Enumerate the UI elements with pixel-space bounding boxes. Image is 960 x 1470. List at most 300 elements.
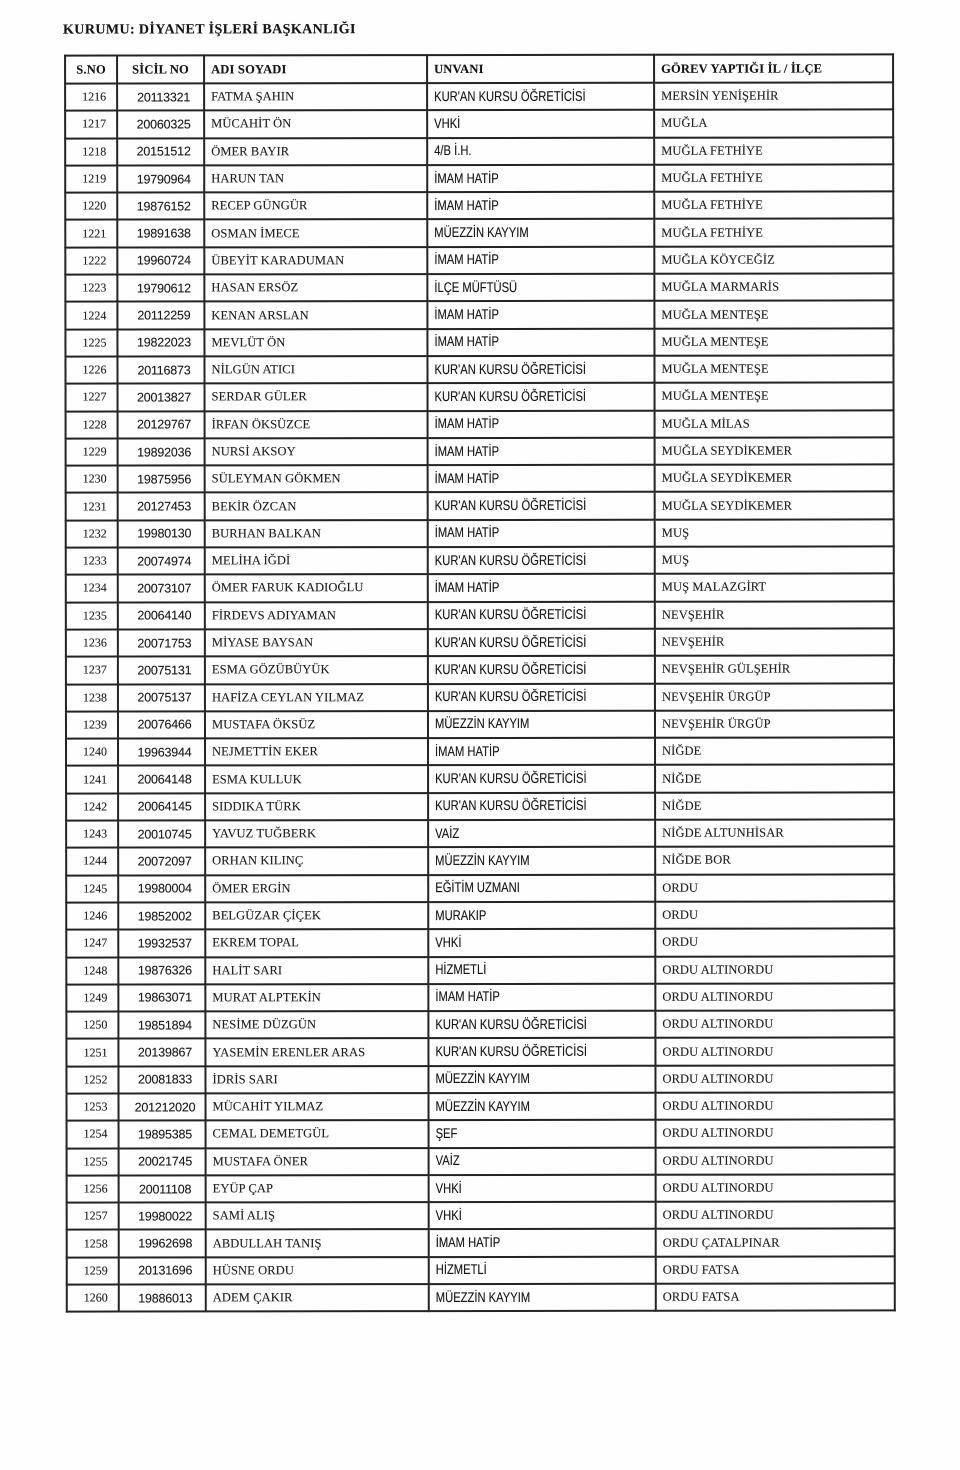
table-row bbox=[65, 164, 893, 192]
cell-title bbox=[428, 874, 655, 902]
cell-location: NİĞDE ALTUNHİSAR bbox=[655, 819, 894, 847]
cell-title-text: MÜEZZİN KAYYIM bbox=[435, 1288, 531, 1305]
table-row bbox=[66, 1065, 894, 1093]
column-header-sicil-no: SİCİL NO bbox=[117, 55, 204, 83]
table-row bbox=[67, 1120, 895, 1148]
cell-title bbox=[428, 465, 655, 493]
cell-name: ABDULLAH TANIŞ bbox=[206, 1230, 429, 1258]
table-row bbox=[67, 1256, 895, 1284]
cell-location: ORDU bbox=[655, 874, 894, 902]
cell-sicil-no: 20013827 bbox=[118, 384, 205, 411]
cell-name: ESMA GÖZÜBÜYÜK bbox=[205, 656, 428, 684]
table-row bbox=[66, 492, 894, 520]
cell-sno: 1224 bbox=[65, 302, 117, 329]
cell-title bbox=[429, 1229, 656, 1257]
cell-title-text: KUR'AN KURSU ÖĞRETİCİSİ bbox=[435, 1015, 587, 1032]
cell-title-text: VAİZ bbox=[435, 824, 460, 841]
cell-name: MELİHA İĞDİ bbox=[205, 547, 428, 575]
cell-location: NİĞDE bbox=[655, 738, 894, 766]
cell-title bbox=[428, 1065, 655, 1093]
cell-title-text: 4/B İ.H. bbox=[434, 142, 472, 159]
cell-sicil-no: 20011108 bbox=[119, 1175, 206, 1202]
cell-location: MUĞLA KÖYCEĞİZ bbox=[654, 246, 893, 274]
cell-title-text: MÜEZZİN KAYYIM bbox=[435, 1097, 530, 1114]
cell-sicil-no: 20131696 bbox=[119, 1257, 206, 1284]
cell-title bbox=[428, 1093, 655, 1121]
cell-sno: 1236 bbox=[66, 629, 118, 656]
cell-title-text: İMAM HATİP bbox=[435, 1234, 501, 1251]
cell-title bbox=[428, 792, 655, 820]
cell-sno: 1233 bbox=[66, 548, 118, 575]
cell-name: YAVUZ TUĞBERK bbox=[205, 820, 428, 848]
cell-sno: 1242 bbox=[66, 793, 118, 820]
cell-title bbox=[428, 984, 655, 1012]
cell-title-text: KUR'AN KURSU ÖĞRETİCİSİ bbox=[434, 551, 587, 568]
cell-sicil-no: 20073107 bbox=[118, 575, 205, 602]
cell-title-text: İMAM HATİP bbox=[434, 415, 500, 432]
cell-name: FİRDEVS ADIYAMAN bbox=[205, 602, 428, 630]
cell-name: SIDDIKA TÜRK bbox=[205, 793, 428, 821]
column-header-gorev-il-ilce: GÖREV YAPTIĞI İL / İLÇE bbox=[654, 54, 893, 82]
cell-sicil-no: 19892036 bbox=[118, 438, 205, 465]
cell-sicil-no: 19886013 bbox=[119, 1284, 206, 1311]
table-row bbox=[65, 328, 893, 356]
cell-location: ORDU ALTINORDU bbox=[656, 1147, 895, 1175]
cell-location: ORDU bbox=[655, 929, 894, 957]
table-row bbox=[65, 246, 893, 274]
cell-sicil-no: 20151512 bbox=[117, 138, 204, 165]
cell-location: MUĞLA FETHİYE bbox=[654, 137, 893, 165]
table-row bbox=[65, 301, 893, 329]
cell-title bbox=[428, 629, 655, 657]
cell-title-text: VHKİ bbox=[435, 1179, 462, 1196]
cell-sno: 1252 bbox=[66, 1066, 118, 1093]
cell-title-text: ŞEF bbox=[435, 1124, 458, 1141]
cell-sicil-no: 19960724 bbox=[117, 247, 204, 274]
cell-name: YASEMİN ERENLER ARAS bbox=[205, 1038, 428, 1066]
cell-sicil-no: 19822023 bbox=[117, 329, 204, 356]
cell-title-text: MURAKIP bbox=[435, 906, 487, 923]
cell-location: NİĞDE BOR bbox=[655, 847, 894, 875]
cell-title-text: EĞİTİM UZMANI bbox=[435, 879, 520, 896]
cell-title bbox=[428, 438, 655, 466]
cell-sno: 1223 bbox=[65, 275, 117, 302]
cell-sno: 1251 bbox=[66, 1039, 118, 1066]
table-row bbox=[65, 274, 893, 302]
cell-title bbox=[427, 137, 654, 165]
cell-sicil-no: 20064140 bbox=[118, 602, 205, 629]
cell-title-text: KUR'AN KURSU ÖĞRETİCİSİ bbox=[434, 87, 586, 104]
cell-title bbox=[427, 110, 654, 138]
cell-sno: 1250 bbox=[66, 1012, 118, 1039]
cell-sicil-no: 19876326 bbox=[118, 957, 205, 984]
table-row bbox=[66, 792, 894, 820]
cell-location: NİĞDE bbox=[655, 765, 894, 793]
cell-location: MUĞLA MENTEŞE bbox=[654, 301, 893, 329]
cell-name: FATMA ŞAHIN bbox=[204, 83, 427, 111]
cell-sicil-no: 19980004 bbox=[118, 875, 205, 902]
cell-title bbox=[428, 711, 655, 739]
cell-sicil-no: 19962698 bbox=[119, 1230, 206, 1257]
cell-title bbox=[427, 219, 654, 247]
cell-sicil-no: 19852002 bbox=[118, 902, 205, 929]
cell-title-text: KUR'AN KURSU ÖĞRETİCİSİ bbox=[434, 688, 587, 705]
table-row bbox=[66, 410, 894, 438]
cell-sicil-no: 19790612 bbox=[117, 274, 204, 301]
cell-sicil-no: 19963944 bbox=[118, 739, 205, 766]
cell-location: MUĞLA FETHİYE bbox=[654, 192, 893, 220]
cell-name: MUSTAFA ÖKSÜZ bbox=[205, 711, 428, 739]
cell-title-text: VHKİ bbox=[435, 933, 462, 950]
cell-sno: 1217 bbox=[65, 111, 117, 138]
cell-name: OSMAN İMECE bbox=[204, 220, 427, 248]
table-row bbox=[66, 847, 894, 875]
cell-sno: 1228 bbox=[66, 411, 118, 438]
cell-sno: 1220 bbox=[65, 193, 117, 220]
cell-title bbox=[427, 83, 654, 111]
table-row bbox=[66, 738, 894, 766]
cell-sno: 1229 bbox=[66, 438, 118, 465]
cell-name: EYÜP ÇAP bbox=[206, 1175, 429, 1203]
cell-title-text: KUR'AN KURSU ÖĞRETİCİSİ bbox=[435, 797, 587, 814]
column-header-sno: S.NO bbox=[65, 56, 117, 84]
cell-location: NEVŞEHİR GÜLŞEHİR bbox=[655, 656, 894, 684]
cell-title-text: İMAM HATİP bbox=[434, 524, 500, 541]
cell-location: ORDU bbox=[655, 901, 894, 929]
cell-title bbox=[428, 383, 655, 411]
cell-name: İDRİS SARI bbox=[205, 1066, 428, 1094]
cell-title bbox=[429, 1120, 656, 1148]
cell-sno: 1226 bbox=[65, 356, 117, 383]
cell-sicil-no: 20113321 bbox=[117, 83, 204, 110]
cell-title bbox=[428, 492, 655, 520]
cell-name: ADEM ÇAKIR bbox=[206, 1284, 429, 1312]
cell-sno: 1254 bbox=[67, 1121, 119, 1148]
cell-name: HAFİZA CEYLAN YILMAZ bbox=[205, 684, 428, 712]
cell-location: NİĞDE bbox=[655, 792, 894, 820]
table-row bbox=[66, 874, 894, 902]
cell-name: MÜCAHİT YILMAZ bbox=[206, 1093, 429, 1121]
cell-sno: 1218 bbox=[65, 138, 117, 165]
cell-location: ORDU FATSA bbox=[656, 1283, 895, 1311]
cell-sno: 1243 bbox=[66, 821, 118, 848]
cell-location: ORDU ALTINORDU bbox=[656, 1174, 895, 1202]
cell-location: ORDU ALTINORDU bbox=[655, 1038, 894, 1066]
table-row bbox=[66, 710, 894, 738]
cell-location: NEVŞEHİR bbox=[655, 601, 894, 629]
cell-sicil-no: 19863071 bbox=[118, 984, 205, 1011]
cell-sno: 1227 bbox=[66, 384, 118, 411]
cell-name: MİYASE BAYSAN bbox=[205, 629, 428, 657]
cell-name: SÜLEYMAN GÖKMEN bbox=[205, 465, 428, 493]
table-row bbox=[66, 601, 894, 629]
column-header-unvani: UNVANI bbox=[427, 55, 654, 83]
table-row bbox=[66, 819, 894, 847]
cell-title bbox=[428, 410, 655, 438]
cell-sno: 1225 bbox=[65, 329, 117, 356]
cell-title-text: İMAM HATİP bbox=[434, 251, 499, 268]
cell-sno: 1256 bbox=[67, 1175, 119, 1202]
cell-title bbox=[428, 520, 655, 548]
cell-name: MURAT ALPTEKİN bbox=[205, 984, 428, 1012]
cell-location: NEVŞEHİR ÜRGÜP bbox=[655, 710, 894, 738]
table-row bbox=[65, 192, 893, 220]
cell-sno: 1222 bbox=[65, 247, 117, 274]
cell-name: MEVLÜT ÖN bbox=[204, 329, 427, 357]
table-row bbox=[66, 465, 894, 493]
cell-name: SERDAR GÜLER bbox=[205, 383, 428, 411]
cell-sno: 1249 bbox=[66, 984, 118, 1011]
cell-location: MUĞLA MENTEŞE bbox=[654, 355, 893, 383]
cell-sicil-no: 19875956 bbox=[118, 466, 205, 493]
cell-location: MERSİN YENİŞEHİR bbox=[654, 82, 893, 110]
cell-location: ORDU ALTINORDU bbox=[655, 956, 894, 984]
cell-title-text: MÜEZZİN KAYYIM bbox=[434, 224, 529, 241]
table-row bbox=[66, 956, 894, 984]
table-row bbox=[66, 546, 894, 574]
cell-title bbox=[428, 1038, 655, 1066]
cell-sicil-no: 20021745 bbox=[119, 1148, 206, 1175]
cell-title-text: İMAM HATİP bbox=[434, 578, 500, 596]
cell-sicil-no: 201212020 bbox=[119, 1093, 206, 1120]
cell-title-text: KUR'AN KURSU ÖĞRETİCİSİ bbox=[434, 660, 587, 677]
cell-title bbox=[428, 820, 655, 848]
table-row bbox=[67, 1202, 895, 1230]
cell-location: ORDU ALTINORDU bbox=[655, 1092, 894, 1120]
cell-location: MUĞLA SEYDİKEMER bbox=[655, 492, 894, 520]
cell-name: MÜCAHİT ÖN bbox=[204, 110, 427, 138]
cell-name: NESİME DÜZGÜN bbox=[205, 1011, 428, 1039]
table-row bbox=[66, 437, 894, 465]
cell-title bbox=[428, 765, 655, 793]
cell-name: SAMİ ALIŞ bbox=[206, 1202, 429, 1230]
cell-location: MUĞLA MARMARİS bbox=[654, 274, 893, 302]
cell-location: ORDU ALTINORDU bbox=[656, 1202, 895, 1230]
cell-name: RECEP GÜNGÜR bbox=[204, 192, 427, 220]
table-row bbox=[65, 110, 893, 138]
cell-sno: 1245 bbox=[66, 875, 118, 902]
cell-title bbox=[428, 683, 655, 711]
cell-title-text: İMAM HATİP bbox=[434, 196, 499, 213]
cell-title-text: KUR'AN KURSU ÖĞRETİCİSİ bbox=[434, 606, 587, 623]
cell-title bbox=[427, 274, 654, 302]
cell-sicil-no: 20081833 bbox=[118, 1066, 205, 1093]
cell-title-text: MÜEZZİN KAYYIM bbox=[435, 851, 530, 869]
table-row bbox=[65, 355, 893, 383]
cell-title-text: İMAM HATİP bbox=[434, 333, 499, 350]
table-row bbox=[66, 656, 894, 684]
cell-name: ÜBEYİT KARADUMAN bbox=[204, 247, 427, 275]
table-row bbox=[66, 1038, 894, 1066]
table-row bbox=[66, 765, 894, 793]
cell-sicil-no: 20071753 bbox=[118, 629, 205, 656]
cell-sicil-no: 20064148 bbox=[118, 766, 205, 793]
cell-name: BELGÜZAR ÇİÇEK bbox=[205, 902, 428, 930]
cell-name: BEKİR ÖZCAN bbox=[205, 493, 428, 521]
cell-title-text: İLÇE MÜFTÜSÜ bbox=[434, 278, 518, 295]
cell-sicil-no: 20074974 bbox=[118, 547, 205, 574]
cell-sno: 1230 bbox=[66, 466, 118, 493]
personnel-table bbox=[64, 53, 896, 1313]
cell-title-text: İMAM HATİP bbox=[435, 742, 500, 759]
cell-location: ORDU ALTINORDU bbox=[655, 1011, 894, 1039]
cell-location: ORDU ALTINORDU bbox=[656, 1120, 895, 1148]
table-row bbox=[66, 519, 894, 547]
cell-sno: 1240 bbox=[66, 739, 118, 766]
cell-title bbox=[429, 1202, 656, 1230]
cell-title bbox=[427, 165, 654, 193]
cell-sno: 1241 bbox=[66, 766, 118, 793]
cell-location: MUĞLA SEYDİKEMER bbox=[655, 465, 894, 493]
cell-name: HARUN TAN bbox=[204, 165, 427, 193]
cell-sno: 1259 bbox=[67, 1257, 119, 1284]
table-row bbox=[67, 1229, 895, 1257]
cell-title-text: VHKİ bbox=[434, 114, 461, 132]
cell-title bbox=[428, 601, 655, 629]
cell-title bbox=[428, 929, 655, 957]
cell-title bbox=[427, 301, 654, 329]
cell-sicil-no: 20010745 bbox=[118, 820, 205, 847]
table-row bbox=[66, 383, 894, 411]
cell-title-text: İMAM HATİP bbox=[434, 169, 499, 186]
document-title: KURUMU: DİYANET İŞLERİ BAŞKANLIĞI bbox=[63, 22, 356, 38]
cell-sicil-no: 19980022 bbox=[119, 1203, 206, 1230]
cell-location: ORDU ALTINORDU bbox=[655, 983, 894, 1011]
cell-sicil-no: 20076466 bbox=[118, 711, 205, 738]
cell-title-text: İMAM HATİP bbox=[434, 442, 500, 459]
cell-location: MUŞ bbox=[655, 546, 894, 574]
cell-title-text: VAİZ bbox=[435, 1152, 460, 1169]
cell-location: NEVŞEHİR ÜRGÜP bbox=[655, 683, 894, 711]
table-body bbox=[65, 82, 895, 1312]
cell-location: ORDU FATSA bbox=[656, 1256, 895, 1284]
cell-sicil-no: 20072097 bbox=[118, 848, 205, 875]
cell-title bbox=[427, 192, 654, 220]
cell-sno: 1231 bbox=[66, 493, 118, 520]
cell-sicil-no: 20075137 bbox=[118, 684, 205, 711]
table-row bbox=[65, 82, 893, 110]
cell-name: HASAN ERSÖZ bbox=[204, 274, 427, 302]
cell-name: ESMA KULLUK bbox=[205, 765, 428, 793]
cell-sno: 1247 bbox=[66, 930, 118, 957]
cell-sno: 1258 bbox=[67, 1230, 119, 1257]
cell-sno: 1219 bbox=[65, 165, 117, 192]
table-row bbox=[66, 683, 894, 711]
cell-name: NEJMETTİN EKER bbox=[205, 738, 428, 766]
cell-title bbox=[428, 738, 655, 766]
cell-title bbox=[429, 1284, 656, 1312]
table-row bbox=[67, 1147, 895, 1175]
cell-title-text: KUR'AN KURSU ÖĞRETİCİSİ bbox=[434, 496, 587, 514]
cell-title-text: MÜEZZİN KAYYIM bbox=[435, 1070, 530, 1087]
cell-location: MUĞLA FETHİYE bbox=[654, 164, 893, 192]
cell-sicil-no: 20116873 bbox=[117, 356, 204, 383]
table-header bbox=[65, 54, 893, 83]
cell-title-text: HİZMETLİ bbox=[435, 961, 487, 978]
cell-title-text: VHKİ bbox=[435, 1206, 462, 1223]
cell-sno: 1238 bbox=[66, 684, 118, 711]
cell-title-text: KUR'AN KURSU ÖĞRETİCİSİ bbox=[434, 633, 587, 650]
cell-sicil-no: 19876152 bbox=[117, 193, 204, 220]
cell-sicil-no: 19932537 bbox=[118, 930, 205, 957]
cell-location: MUĞLA bbox=[654, 110, 893, 138]
cell-title bbox=[428, 1011, 655, 1039]
cell-title bbox=[428, 902, 655, 930]
cell-title bbox=[429, 1257, 656, 1285]
cell-title bbox=[429, 1147, 656, 1175]
cell-sno: 1235 bbox=[66, 602, 118, 629]
cell-name: İRFAN ÖKSÜZCE bbox=[205, 411, 428, 439]
cell-name: ÖMER ERGİN bbox=[205, 875, 428, 903]
table-row bbox=[66, 574, 894, 602]
cell-sno: 1237 bbox=[66, 657, 118, 684]
table-row bbox=[66, 901, 894, 929]
cell-name: NURSİ AKSOY bbox=[205, 438, 428, 466]
table-row bbox=[66, 983, 894, 1011]
table-row bbox=[67, 1174, 895, 1202]
cell-sicil-no: 20075131 bbox=[118, 657, 205, 684]
cell-title bbox=[429, 1175, 656, 1203]
cell-sicil-no: 20129767 bbox=[118, 411, 205, 438]
table-row bbox=[67, 1283, 895, 1311]
table-row bbox=[66, 628, 894, 656]
cell-name: HALİT SARI bbox=[205, 957, 428, 985]
table-row bbox=[67, 1092, 895, 1120]
cell-sno: 1232 bbox=[66, 520, 118, 547]
cell-sno: 1260 bbox=[67, 1285, 119, 1312]
cell-sicil-no: 20112259 bbox=[117, 302, 204, 329]
cell-title bbox=[428, 574, 655, 602]
cell-sicil-no: 20060325 bbox=[117, 111, 204, 138]
cell-name: BURHAN BALKAN bbox=[205, 520, 428, 548]
cell-sno: 1239 bbox=[66, 711, 118, 738]
cell-sno: 1221 bbox=[65, 220, 117, 247]
cell-sno: 1216 bbox=[65, 84, 117, 111]
cell-title-text: MÜEZZİN KAYYIM bbox=[434, 715, 530, 732]
cell-title-text: HİZMETLİ bbox=[435, 1261, 487, 1278]
cell-title bbox=[427, 247, 654, 275]
cell-name: HÜSNE ORDU bbox=[206, 1257, 429, 1285]
table-row bbox=[66, 1011, 894, 1039]
cell-title-text: İMAM HATİP bbox=[435, 988, 500, 1005]
cell-title-text: KUR'AN KURSU ÖĞRETİCİSİ bbox=[434, 387, 587, 404]
column-header-adi-soyadi: ADI SOYADI bbox=[204, 55, 427, 83]
cell-title-text: KUR'AN KURSU ÖĞRETİCİSİ bbox=[435, 1042, 587, 1060]
cell-title bbox=[428, 547, 655, 575]
cell-title bbox=[427, 328, 654, 356]
cell-title-text: KUR'AN KURSU ÖĞRETİCİSİ bbox=[435, 769, 587, 787]
cell-sno: 1248 bbox=[66, 957, 118, 984]
cell-sno: 1244 bbox=[66, 848, 118, 875]
cell-name: ÖMER FARUK KADIOĞLU bbox=[205, 574, 428, 602]
cell-name: ORHAN KILINÇ bbox=[205, 847, 428, 875]
cell-title bbox=[428, 847, 655, 875]
cell-name: NİLGÜN ATICI bbox=[204, 356, 427, 384]
cell-sicil-no: 19980130 bbox=[118, 520, 205, 547]
cell-sicil-no: 19895385 bbox=[119, 1121, 206, 1148]
cell-sicil-no: 19790964 bbox=[117, 165, 204, 192]
cell-location: MUŞ MALAZGİRT bbox=[655, 574, 894, 602]
cell-title-text: KUR'AN KURSU ÖĞRETİCİSİ bbox=[434, 360, 586, 377]
cell-sicil-no: 20139867 bbox=[118, 1039, 205, 1066]
cell-location: ORDU ALTINORDU bbox=[655, 1065, 894, 1093]
cell-name: CEMAL DEMETGÜL bbox=[206, 1120, 429, 1148]
cell-location: MUĞLA MENTEŞE bbox=[655, 383, 894, 411]
table-header-row bbox=[65, 54, 893, 83]
cell-location: ORDU ÇATALPINAR bbox=[656, 1229, 895, 1257]
cell-sno: 1257 bbox=[67, 1203, 119, 1230]
cell-location: MUĞLA MENTEŞE bbox=[654, 328, 893, 356]
